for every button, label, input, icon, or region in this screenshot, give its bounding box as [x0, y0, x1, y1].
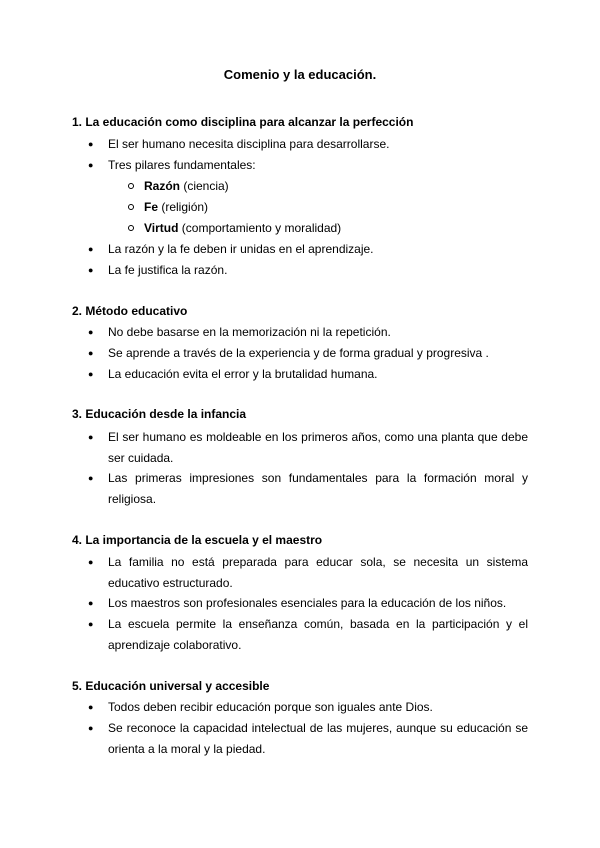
- sub-item-term: Razón: [144, 179, 180, 193]
- bullet-icon: ●: [88, 139, 94, 149]
- sub-item-desc: (ciencia): [180, 179, 229, 193]
- list-item: Tres pilares fundamentales:: [108, 158, 256, 172]
- sub-list-item: [144, 220, 341, 236]
- sub-item-desc: (religión): [158, 200, 209, 214]
- bullet-icon: ●: [88, 432, 94, 442]
- list-item: La educación evita el error y la brutalidad humana.: [108, 367, 378, 381]
- bullet-icon: ●: [88, 348, 94, 358]
- list-item: El ser humano necesita disciplina para desarrollarse.: [108, 137, 390, 151]
- bullet-icon: ●: [88, 473, 94, 483]
- list-item: Los maestros son profesionales esenciales para la educación de los niños.: [108, 596, 507, 610]
- bullet-icon: ●: [88, 619, 94, 629]
- bullet-icon: ●: [88, 369, 94, 379]
- list-item: Todos deben recibir educación porque son iguales ante Dios.: [108, 700, 433, 714]
- sub-item-term: Fe: [144, 200, 159, 214]
- section-heading-2: 2. Método educativo: [72, 304, 188, 318]
- bullet-icon: ●: [88, 327, 94, 337]
- section-heading-1: 1. La educación como disciplina para alcanzar la perfección: [72, 115, 414, 129]
- list-item: No debe basarse en la memorización ni la repetición.: [108, 325, 391, 339]
- sub-list-item: [144, 178, 229, 194]
- bullet-icon: ●: [88, 557, 94, 567]
- bullet-icon: ●: [88, 265, 94, 275]
- sub-list-item: [144, 199, 208, 215]
- list-item: Se aprende a través de la experiencia y de forma gradual y progresiva .: [108, 346, 489, 360]
- sub-item-desc: (comportamiento y moralidad): [178, 221, 342, 235]
- list-item: Se reconoce la capacidad intelectual de las mujeres, aunque su educación se orienta a la moral y la piedad.: [108, 721, 528, 756]
- section-heading-5: 5. Educación universal y accesible: [72, 679, 270, 693]
- section-heading-4: 4. La importancia de la escuela y el maestro: [72, 533, 323, 547]
- bullet-icon: ●: [88, 702, 94, 712]
- hollow-bullet-icon: [128, 199, 136, 207]
- section-heading-3: 3. Educación desde la infancia: [72, 407, 247, 421]
- sub-item-term: Virtud: [144, 221, 179, 235]
- list-item: La fe justifica la razón.: [108, 263, 228, 277]
- list-item: La razón y la fe deben ir unidas en el aprendizaje.: [108, 242, 374, 256]
- list-item: La escuela permite la enseñanza común, basada en la participación y el aprendizaje colaborativo.: [108, 617, 528, 652]
- list-item: El ser humano es moldeable en los primeros años, como una planta que debe ser cuidada.: [108, 430, 528, 465]
- document-title: Comenio y la educación.: [223, 67, 377, 82]
- hollow-bullet-icon: [128, 178, 136, 186]
- bullet-icon: ●: [88, 598, 94, 608]
- bullet-icon: ●: [88, 244, 94, 254]
- bullet-icon: ●: [88, 160, 94, 170]
- list-item: Las primeras impresiones son fundamentales para la formación moral y religiosa.: [108, 471, 528, 506]
- list-item: La familia no está preparada para educar sola, se necesita un sistema educativo estructurado.: [108, 555, 528, 590]
- hollow-bullet-icon: [128, 220, 136, 228]
- bullet-icon: ●: [88, 723, 94, 733]
